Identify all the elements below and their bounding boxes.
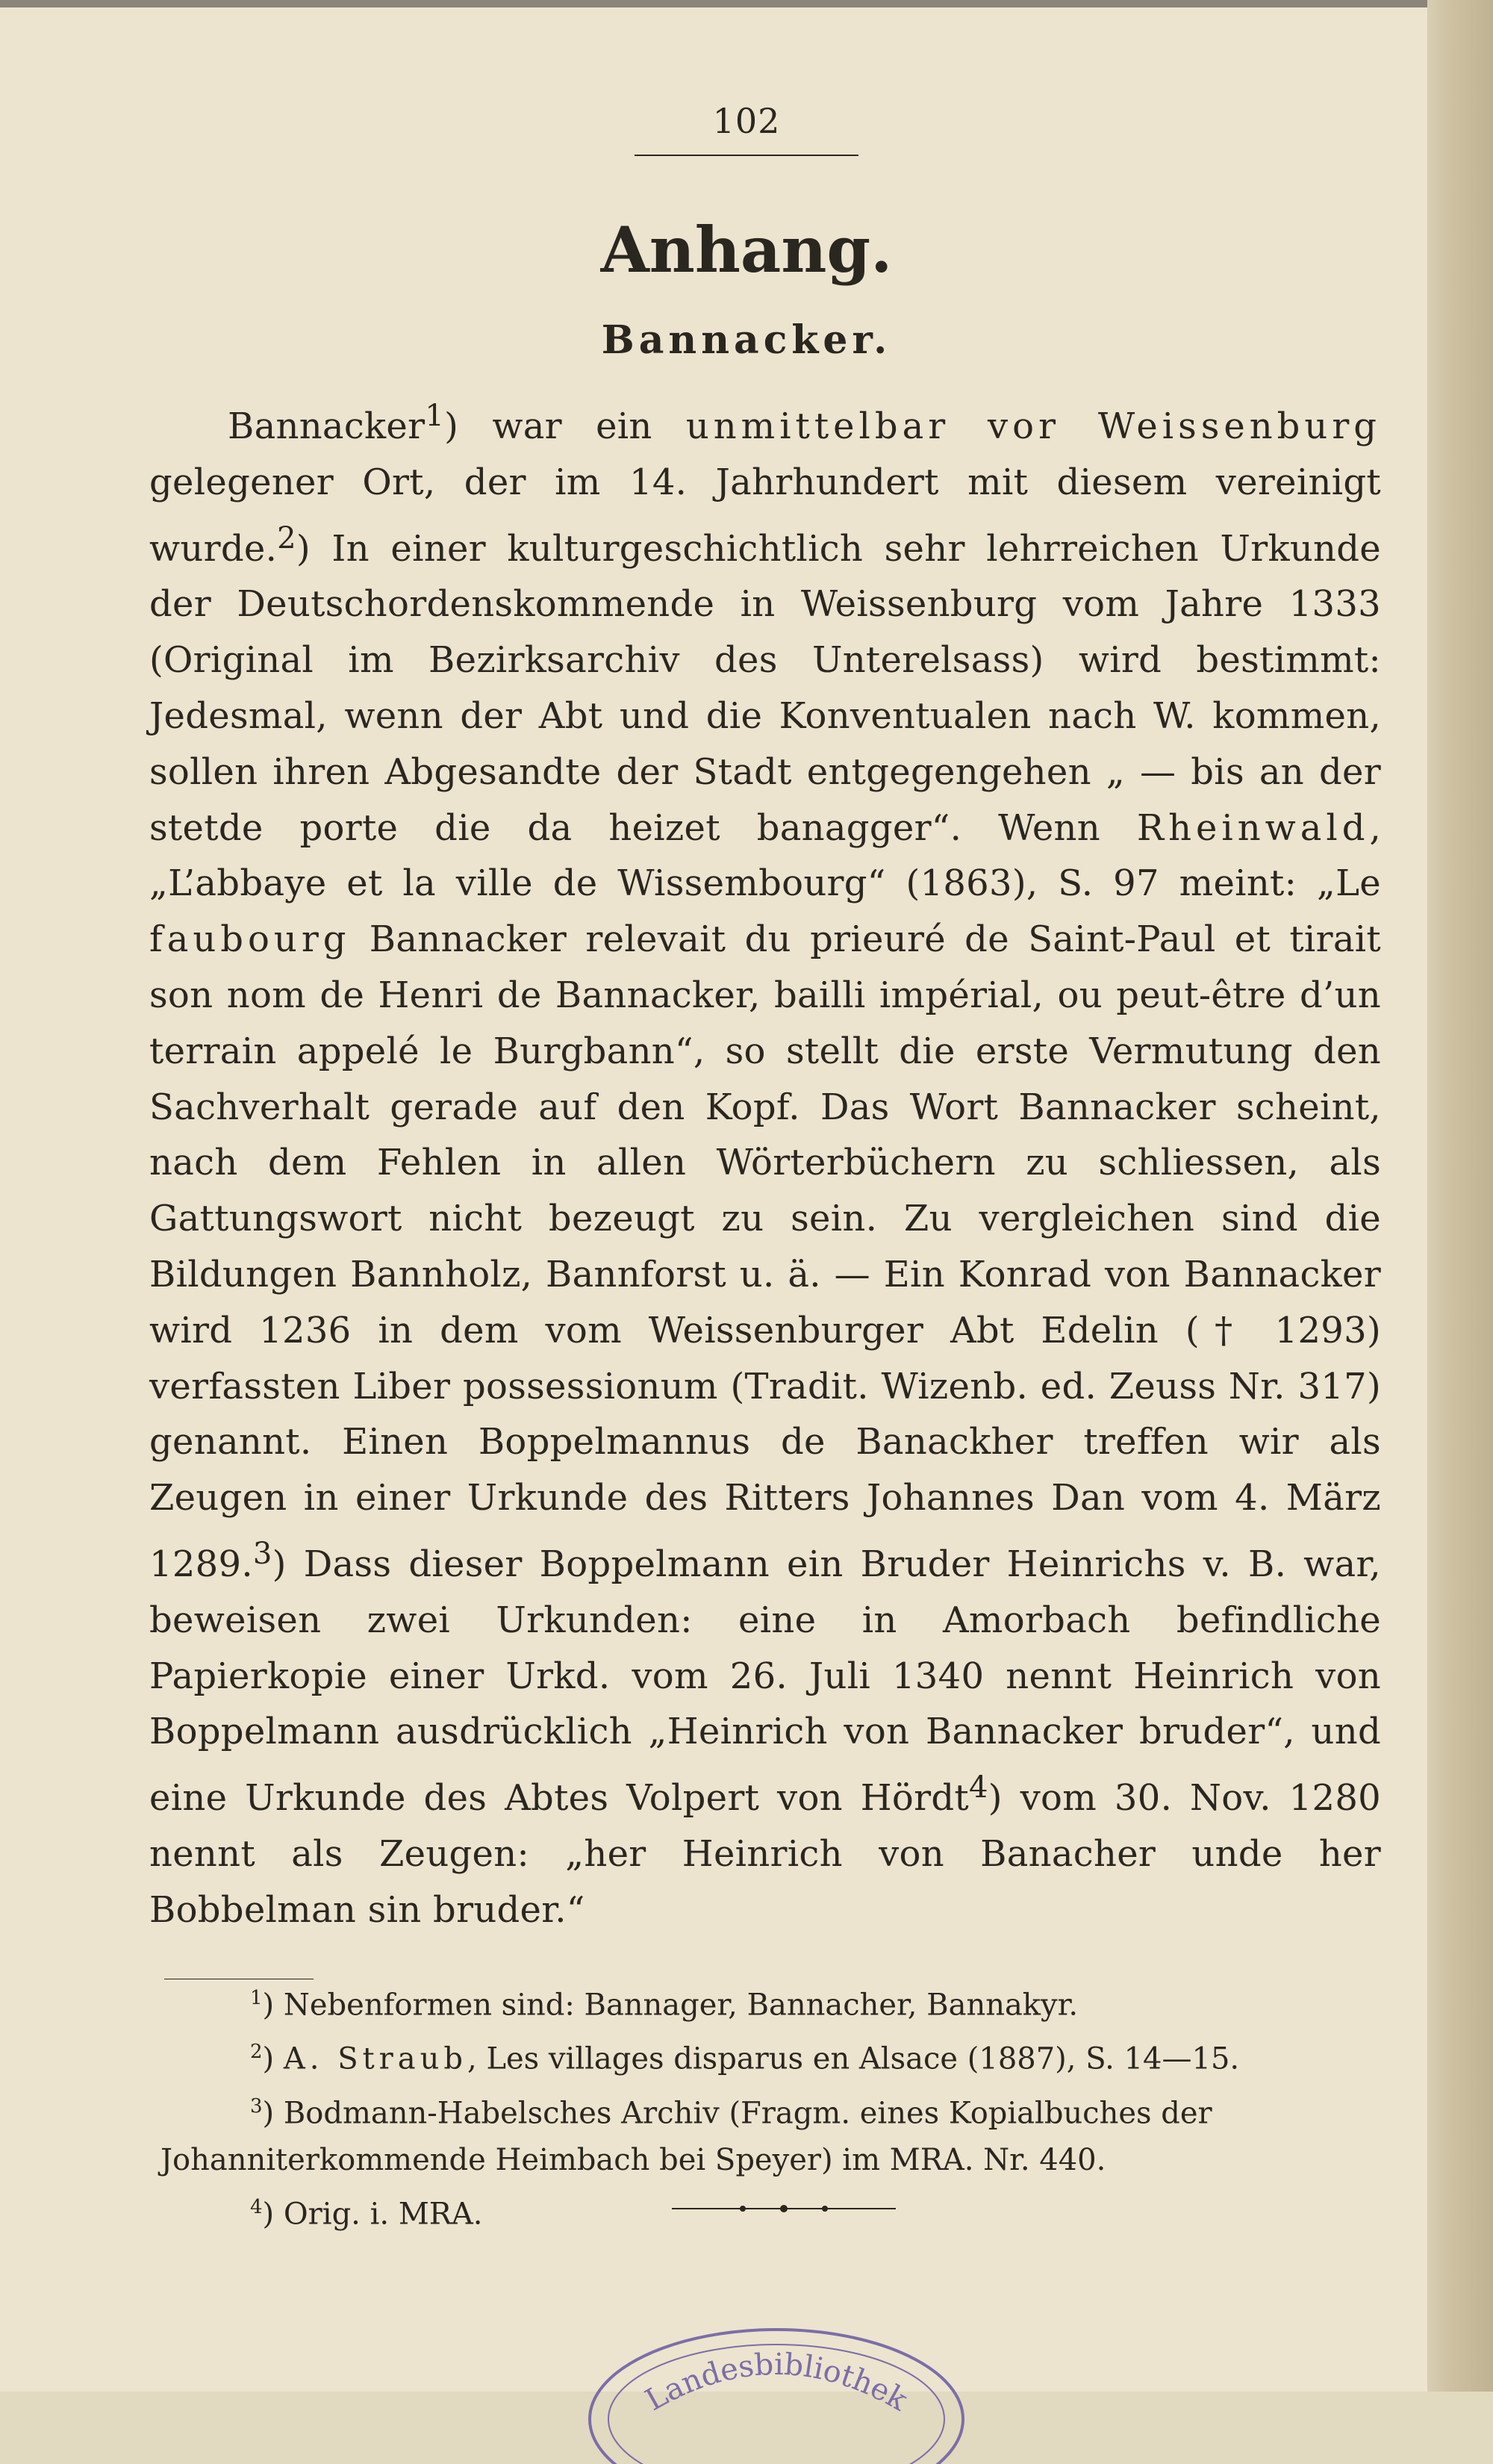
- page-number: 102: [712, 101, 781, 141]
- stamp-text-path: Landesbibliothek: [640, 2347, 914, 2418]
- footnote-2: [160, 2029, 1392, 2082]
- footnote-author: A. Straub: [283, 2041, 468, 2076]
- footnote-text: ) Bodmann-Habelsches Archiv (Fragm. eines Kopialbuches der Johanniterkommende Heimbach bei Speyer) im MRA. Nr. 440.: [160, 2095, 1212, 2177]
- page-title: Anhang.: [600, 213, 893, 287]
- footnote-ref-4: 4: [968, 1770, 988, 1805]
- emphasis-text: faubourg: [149, 918, 351, 961]
- section-title: Bannacker.: [601, 317, 892, 363]
- body-paragraph: [149, 388, 1381, 1938]
- ornament-dot: [740, 2206, 746, 2212]
- library-stamp: [567, 2300, 985, 2464]
- footnote-text: , Les villages disparus en Alsace (1887), S. 14—15.: [467, 2041, 1240, 2076]
- footnote-ref-3: 3: [252, 1536, 272, 1571]
- end-ornament: [672, 2204, 896, 2213]
- footnote-mark: 4: [250, 2195, 263, 2218]
- footnote-mark: 1: [250, 1987, 263, 2009]
- body-text-segment: ) In einer kulturgeschichtlich sehr lehrreichen Urkunde der Deutschordenskommende in Weissenburg vom Jahre 1333 (Original im Bezirksarchiv des Unterelsass) wird bestimmt: Jedesmal, wenn der Abt und die Konventualen nach W. kommen, sollen ihren Abgesandte der Stadt entgegengehen „ — bis an der stetde porte die da heizet banagger“. Wenn: [149, 527, 1381, 849]
- header-rule: [635, 155, 858, 156]
- body-text-segment: Bannacker: [228, 405, 426, 447]
- body-text-segment: , „L’abbaye et la ville de Wissembourg“ (1863), S. 97 meint: „Le: [149, 806, 1381, 905]
- body-text-segment: ) vom 30. Nov. 1280 nennt als Zeugen: „her Heinrich von Banacher unde her Bobbelman sin bruder.“: [149, 1777, 1382, 1931]
- footnote-mark: 3: [250, 2094, 263, 2118]
- footnote-1: [160, 1975, 1392, 2029]
- footnote-ref-1: 1: [425, 399, 445, 433]
- body-text-segment: Bannacker relevait du prieuré de Saint-Paul et tirait son nom de Henri de Bannacker, bailli impérial, ou peut-être d’un terrain appelé le Burgbann“, so stellt die erste Vermutung den Sachverhalt gerade auf den Kopf. Das Wort Bannacker scheint, nach dem Fehlen in allen Wörterbüchern zu schliessen, als Gattungswort nicht bezeugt zu sein. Zu vergleichen sind die Bildungen Bannholz, Bannforst u. ä. — Ein Konrad von Bannacker wird 1236 in dem vom Weissenburger Abt Edelin († 1293) verfassten Liber possessionum (Tradit. Wizenb. ed. Zeuss Nr. 317) genannt. Einen Boppelmannus de Banackher treffen wir als Zeugen in einer Urkunde des Ritters Johannes Dan vom 4. März 1289.: [149, 918, 1381, 1585]
- ornament-dot: [822, 2206, 828, 2212]
- footnote-text: ) Nebenformen sind: Bannager, Bannacher, Bannakyr.: [262, 1988, 1079, 2023]
- footnote-text: ): [262, 2041, 284, 2076]
- emphasis-text: unmittelbar vor Weissenburg: [685, 405, 1381, 447]
- footnotes: [160, 1975, 1392, 2238]
- footnote-ref-2: 2: [277, 520, 296, 556]
- footnote-mark: 2: [250, 2041, 263, 2064]
- body-text-segment: gelegener Ort, der im 14. Jahrhundert mit diesem vereinigt wurde.: [149, 461, 1381, 570]
- footnote-3: [160, 2083, 1392, 2184]
- body-text-segment: ) war ein: [444, 405, 686, 447]
- ornament-dot: [780, 2205, 788, 2212]
- footnote-text: ) Orig. i. MRA.: [262, 2197, 483, 2232]
- emphasis-text: Rheinwald: [1136, 806, 1370, 849]
- body-text-segment: ) Dass dieser Boppelmann ein Bruder Heinrichs v. B. war, beweisen zwei Urkunden: eine in Amorbach befindliche Papierkopie einer Urkd. vom 26. Juli 1340 nennt Heinrich von Boppelmann ausdrücklich „Heinrich von Bannacker bruder“, und eine Urkunde des Abtes Volpert von Hördt: [149, 1543, 1381, 1820]
